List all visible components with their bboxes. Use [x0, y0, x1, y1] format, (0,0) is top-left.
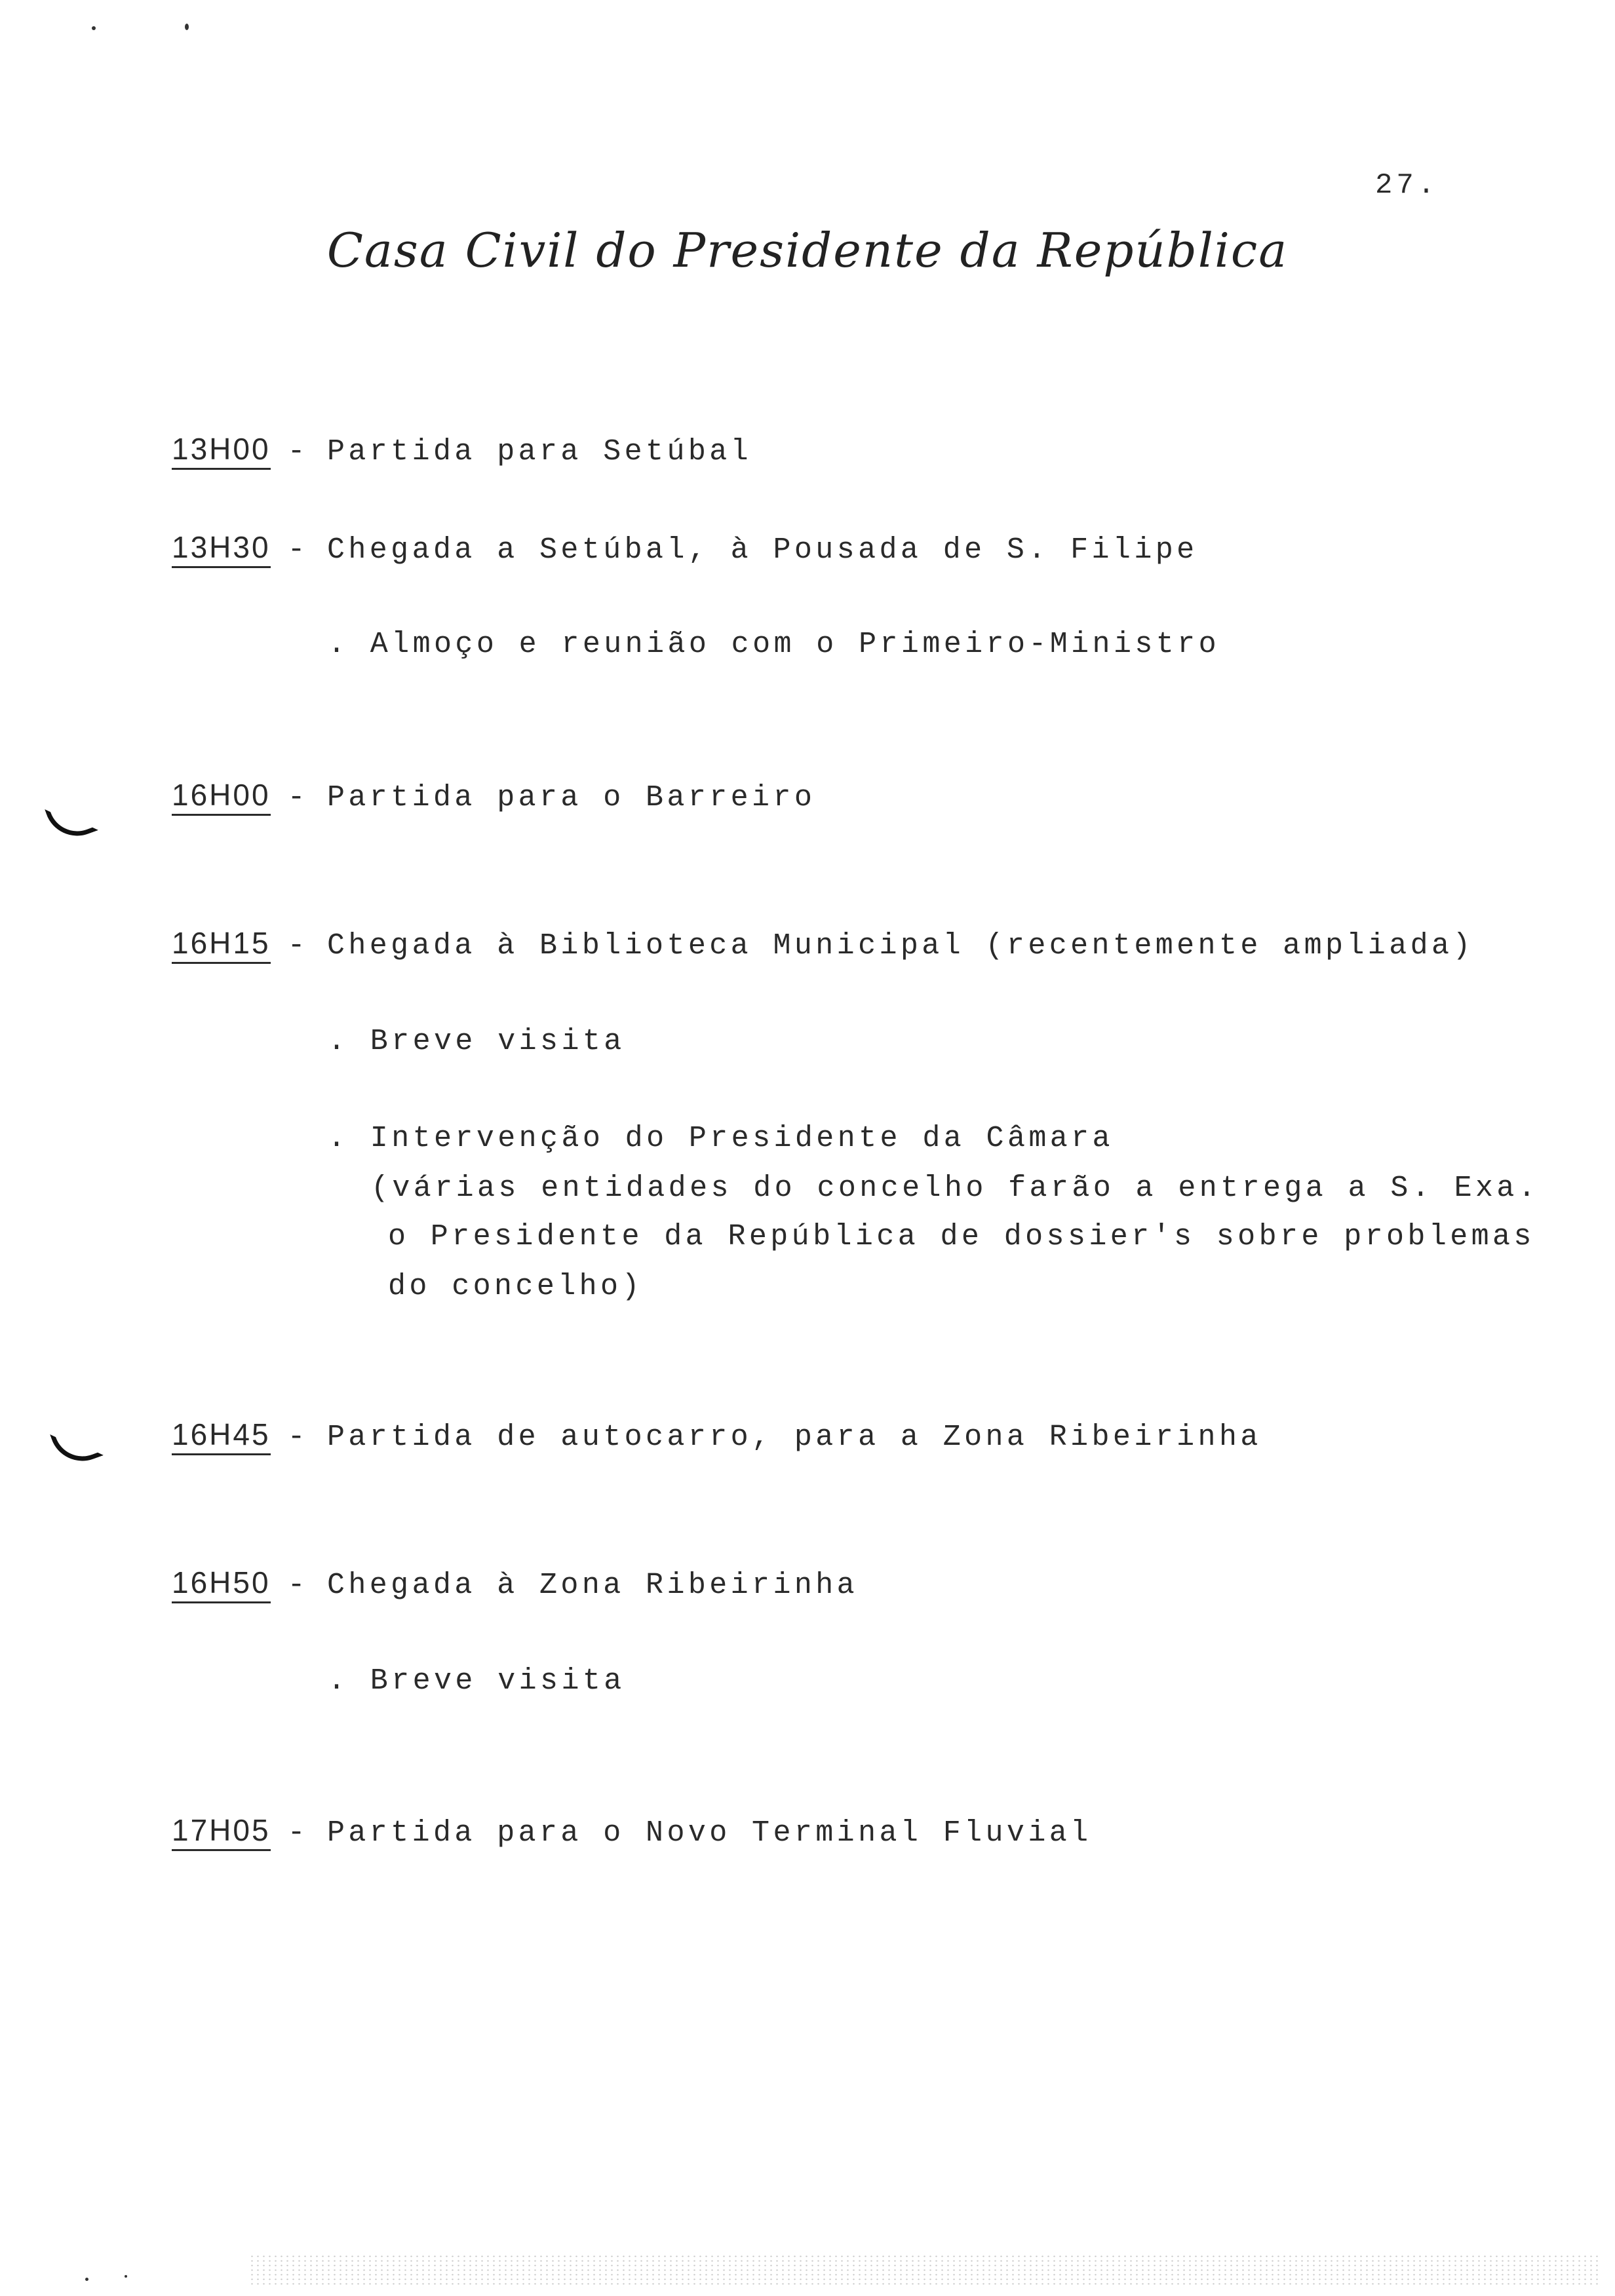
schedule-entry — [172, 777, 815, 816]
page-number: 27. — [1375, 169, 1439, 202]
entry-item: . Almoço e reunião com o Primeiro-Ministro — [328, 628, 1220, 661]
margin-check-mark — [50, 1419, 104, 1470]
schedule-entry — [172, 529, 1198, 568]
scan-speck — [125, 2275, 127, 2278]
dash: - — [287, 929, 309, 963]
dash: - — [287, 533, 309, 567]
schedule-entry — [172, 1565, 858, 1603]
entry-text: Partida para o Barreiro — [326, 781, 816, 814]
scan-speck — [92, 26, 96, 30]
dash: - — [287, 1421, 309, 1454]
margin-check-mark — [45, 794, 98, 845]
entry-time: 17H05 — [172, 1812, 271, 1851]
entry-text: Partida de autocarro, para a Zona Ribeirinha — [326, 1421, 1262, 1454]
dash: - — [287, 435, 309, 469]
entry-time: 16H50 — [172, 1565, 271, 1603]
schedule-entry — [172, 431, 752, 470]
entry-text: Chegada à Zona Ribeirinha — [326, 1569, 859, 1602]
entry-item: . Breve visita — [328, 1664, 625, 1698]
schedule-entry — [172, 1812, 1092, 1851]
entry-time: 16H45 — [172, 1417, 271, 1455]
schedule-entry — [172, 925, 1474, 964]
entry-text: Chegada à Biblioteca Municipal (recentemente ampliada) — [326, 929, 1474, 963]
entry-text: Partida para o Novo Terminal Fluvial — [326, 1816, 1092, 1850]
entry-item: . Intervenção do Presidente da Câmara — [328, 1122, 1114, 1155]
entry-text: Chegada a Setúbal, à Pousada de S. Filipe — [326, 533, 1198, 567]
letterhead: Casa Civil do Presidente da República — [326, 223, 1289, 278]
entry-item: . Breve visita — [328, 1025, 625, 1058]
entry-note-line: do concelho) — [388, 1270, 643, 1303]
schedule-entry — [172, 1417, 1262, 1455]
scan-noise — [249, 2254, 1599, 2287]
dash: - — [287, 1569, 309, 1602]
entry-time: 16H00 — [172, 777, 271, 816]
entry-time: 16H15 — [172, 925, 271, 964]
dash: - — [287, 1816, 309, 1850]
entry-note-line: o Presidente da República de dossier's sobre problemas — [388, 1220, 1535, 1253]
scan-speck — [185, 24, 189, 30]
scan-speck — [85, 2278, 88, 2281]
entry-time: 13H00 — [172, 431, 271, 470]
entry-text: Partida para Setúbal — [326, 435, 752, 469]
entry-time: 13H30 — [172, 529, 271, 568]
dash: - — [287, 781, 309, 814]
entry-note-line: (várias entidades do concelho farão a entrega a S. Exa. — [371, 1172, 1540, 1205]
